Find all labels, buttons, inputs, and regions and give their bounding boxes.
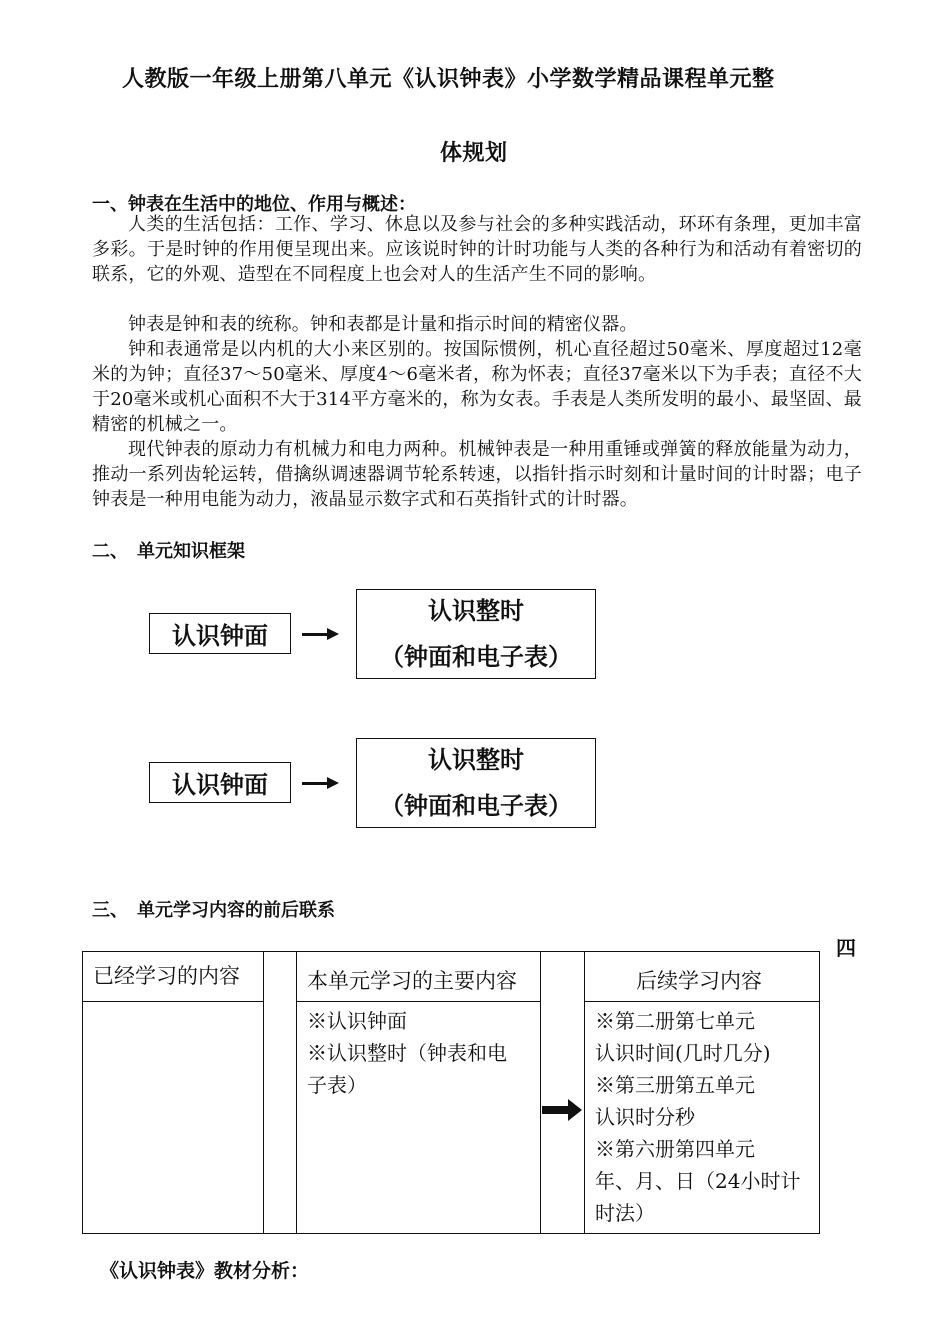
diagram-right-line-1: 认识整时 (428, 746, 524, 774)
arrow-head-icon (327, 777, 339, 789)
next-item: 时法） (595, 1201, 655, 1225)
diagram-right-line-2: （钟面和电子表） (380, 643, 572, 671)
title-line-2: 体规划 (440, 141, 508, 166)
next-item: 年、月、日（24小时计 (595, 1169, 801, 1193)
section-1-paragraph-3: 钟和表通常是以内机的大小来区别的。按国际惯例，机心直径超过50毫米、厚度超过12毫米的为钟；直径37～50毫米、厚度4～6毫米者，称为怀表；直径37毫米以下为手表；直径不大于20毫米或机心面积不大于314平方毫米的，称为女表。手表是人类所发明的最小、最坚固、最精密的机械之一。 (92, 339, 862, 435)
next-item: 认识时分秒 (595, 1105, 695, 1129)
table-cell-previous (82, 1001, 264, 1234)
table-cell-next (584, 1001, 820, 1234)
table-header-current (296, 951, 541, 1002)
diagram-left-label: 认识钟面 (172, 622, 268, 650)
arrow-icon (302, 633, 328, 636)
section-1-paragraph-4: 现代钟表的原动力有机械力和电力两种。机械钟表是一种用重锤或弹簧的释放能量为动力，推动一系列齿轮运转，借擒纵调速器调节轮系转速，以指针指示时刻和计量时间的计时器；电子钟表是一种用电能为动力，液晶显示数字式和石英指针式的计时器。 (92, 439, 862, 510)
next-item: ※第三册第五单元 (595, 1073, 755, 1097)
table-header-next (584, 951, 820, 1002)
diagram-left-box (149, 762, 291, 803)
table-arrow-head-icon (568, 1099, 582, 1121)
section-1-paragraph-2: 钟表是钟和表的统称。钟和表都是计量和指示时间的精密仪器。 (128, 314, 638, 335)
table-header-previous (82, 951, 264, 1002)
table-cell-current (296, 1001, 541, 1234)
section-1-heading: 一、钟表在生活中的地位、作用与概述： (92, 194, 416, 215)
section-2-heading: 二、 单元知识框架 (92, 541, 245, 562)
stray-heading-char: 四 (836, 936, 856, 960)
next-header-label: 后续学习内容 (636, 969, 762, 993)
analysis-heading: 《认识钟表》教材分析： (100, 1260, 310, 1282)
table-arrow-column (540, 951, 585, 1234)
arrow-head-icon (327, 628, 339, 640)
section-1-paragraph-1: 人类的生活包括：工作、学习、休息以及参与社会的多种实践活动，环环有条理，更加丰富多彩。于是时钟的作用便呈现出来。应该说时钟的计时功能与人类的各种行为和活动有着密切的联系，它的外观、造型在不同程度上也会对人的生活产生不同的影响。 (92, 214, 862, 285)
diagram-right-line-2: （钟面和电子表） (380, 792, 572, 820)
diagram-right-box (356, 589, 596, 679)
diagram-left-box (149, 613, 291, 654)
table-spacer-column (263, 951, 297, 1234)
section-3-heading: 三、 单元学习内容的前后联系 (92, 900, 335, 921)
current-item: ※认识钟面 (307, 1009, 407, 1033)
diagram-right-box (356, 738, 596, 828)
next-item: 认识时间(几时几分) (595, 1041, 771, 1065)
current-header-label: 本单元学习的主要内容 (307, 969, 517, 993)
diagram-left-label: 认识钟面 (172, 771, 268, 799)
title-line-1: 人教版一年级上册第八单元《认识钟表》小学数学精品课程单元整 (122, 67, 775, 92)
diagram-right-line-1: 认识整时 (428, 597, 524, 625)
table-arrow-icon (542, 1106, 570, 1114)
next-item: ※第六册第四单元 (595, 1137, 755, 1161)
current-item: 子表） (307, 1073, 367, 1097)
arrow-icon (302, 782, 328, 785)
current-item: ※认识整时（钟表和电 (307, 1041, 507, 1065)
previous-header-label: 已经学习的内容 (93, 964, 240, 988)
next-item: ※第二册第七单元 (595, 1009, 755, 1033)
